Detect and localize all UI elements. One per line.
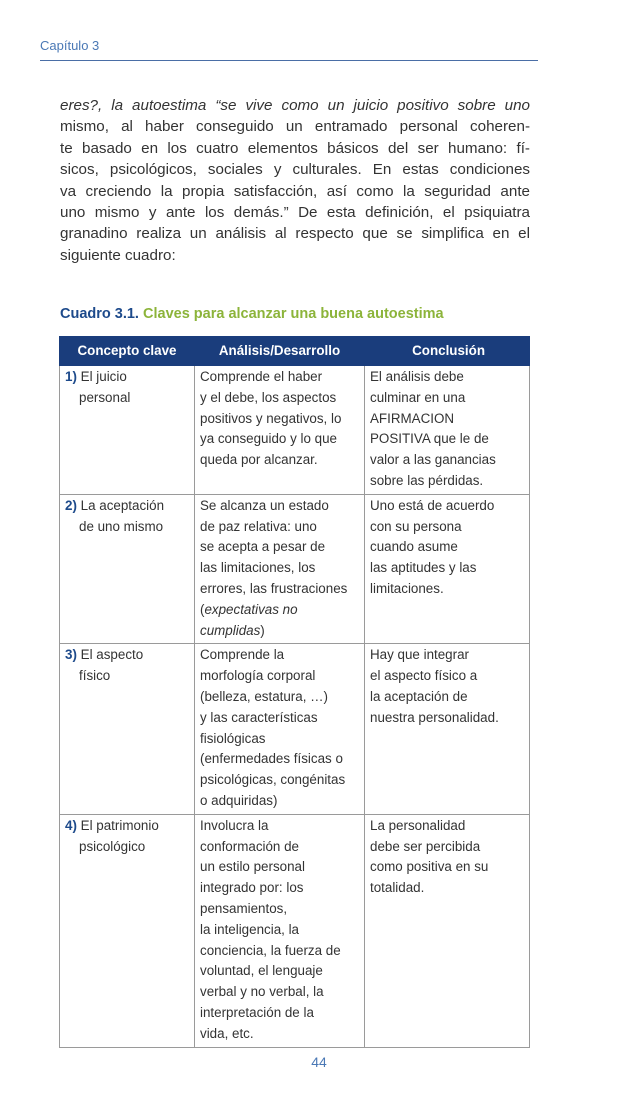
analysis-line: voluntad, el lenguaje (200, 963, 323, 979)
conclusion-line: con su persona (370, 518, 462, 534)
concept-cell (60, 494, 195, 644)
chapter-header: Capítulo 3 (40, 38, 100, 53)
analysis-line: la inteligencia, la (200, 921, 300, 937)
concept-text: psicológico (79, 838, 146, 854)
concept-cell (60, 366, 195, 495)
table-row (60, 494, 530, 644)
conclusion-cell (365, 366, 530, 495)
analysis-line: conciencia, la fuerza de (200, 942, 341, 958)
analysis-line: verbal y no verbal, la (200, 984, 324, 1000)
intro-paragraph (60, 95, 530, 266)
row-number: 3) (65, 647, 77, 663)
conclusion-line: La personalidad (370, 817, 466, 833)
analysis-line: fisiológicas (200, 730, 266, 746)
analysis-line: integrado por: los (200, 880, 304, 896)
analysis-cell (195, 494, 365, 644)
intro-line-3: te basado en los cuatro elementos básicos del ser humano: fí- (60, 139, 530, 157)
row-number: 4) (65, 817, 77, 833)
table-row (60, 366, 530, 495)
conclusion-line: totalidad. (370, 880, 425, 896)
analysis-line: morfología corporal (200, 668, 316, 684)
concept-cell (60, 644, 195, 814)
concept-text: La aceptación (80, 497, 165, 513)
concept-line (65, 388, 190, 409)
analysis-line: (expectativas no (200, 601, 298, 617)
conclusion-cell (365, 494, 530, 644)
analysis-line: psicológicas, congénitas (200, 772, 346, 788)
analysis-line: pensamientos, (200, 900, 288, 916)
analysis-line: Comprende el haber (200, 369, 323, 384)
conclusion-cell (365, 814, 530, 1047)
concept-line (65, 816, 190, 837)
intro-line-2: mismo, al haber conseguido un entramado personal coheren- (60, 118, 530, 136)
analysis-line: (belleza, estatura, …) (200, 688, 329, 704)
concept-text: personal (79, 389, 131, 405)
analysis-cell (195, 366, 365, 495)
intro-line-7: granadino realiza un análisis al respecto que se simplifica en el (60, 225, 530, 243)
analysis-cell (195, 644, 365, 814)
analysis-cell (195, 814, 365, 1047)
analysis-line: Se alcanza un estado (200, 497, 329, 513)
table-body (60, 366, 530, 1048)
concept-cell (60, 814, 195, 1047)
conclusion-line: las aptitudes y las (370, 560, 477, 576)
conclusion-line: limitaciones. (370, 580, 444, 596)
analysis-line: errores, las frustraciones (200, 580, 348, 596)
analysis-line: queda por alcanzar. (200, 452, 318, 468)
analysis-line: interpretación de la (200, 1004, 314, 1020)
concept-line (65, 837, 190, 858)
page-number: 44 (311, 1054, 327, 1070)
analysis-line: las limitaciones, los (200, 560, 316, 576)
concept-line (65, 517, 190, 538)
conclusion-line: culminar en una (370, 389, 466, 405)
conclusion-line: sobre las pérdidas. (370, 472, 484, 488)
intro-line-1: eres?, la autoestima “se vive como un juicio positivo sobre uno (60, 97, 530, 114)
analysis-line: Comprende la (200, 647, 285, 663)
conclusion-line: debe ser percibida (370, 838, 481, 854)
row-number: 1) (65, 369, 77, 384)
analysis-line: y el debe, los aspectos (200, 389, 337, 405)
analysis-line: conformación de (200, 838, 299, 854)
concept-line (65, 645, 190, 666)
analysis-line: (enfermedades físicas o (200, 751, 343, 767)
intro-line-4: sicos, psicológicos, sociales y culturales. En estas condiciones (60, 161, 530, 179)
analysis-line: un estilo personal (200, 859, 305, 875)
concept-line (65, 666, 190, 687)
analysis-line: cumplidas) (200, 622, 265, 638)
table-caption (60, 306, 444, 322)
header-divider (40, 60, 538, 61)
analysis-line: positivos y negativos, lo (200, 410, 342, 426)
intro-line-6: uno mismo y ante los demás.” De esta definición, el psiquiatra (60, 204, 530, 222)
conclusion-line: Uno está de acuerdo (370, 497, 495, 513)
conclusion-line: valor a las ganancias (370, 452, 496, 468)
conclusion-line: la aceptación de (370, 688, 468, 704)
conclusion-line: como positiva en su (370, 859, 489, 875)
conclusion-line: El análisis debe (370, 369, 464, 384)
intro-line (60, 95, 530, 116)
conclusion-line: Hay que integrar (370, 647, 469, 663)
column-header-conclusion: Conclusión (365, 337, 530, 366)
analysis-line: vida, etc. (200, 1025, 254, 1041)
conclusion-line: el aspecto físico a (370, 668, 478, 684)
conclusion-line: POSITIVA que le de (370, 431, 489, 447)
caption-label: Cuadro 3.1. (60, 306, 139, 322)
concept-line (65, 496, 190, 517)
table-row (60, 644, 530, 814)
intro-line-5: va creciendo la propia satisfacción, así como la seguridad ante (60, 182, 530, 200)
concept-text: El patrimonio (80, 817, 159, 833)
keys-table (59, 336, 530, 1048)
analysis-line: Involucra la (200, 817, 269, 833)
analysis-line: de paz relativa: uno (200, 518, 317, 534)
analysis-line: y las características (200, 709, 318, 725)
conclusion-line: nuestra personalidad. (370, 709, 499, 725)
column-header-concept: Concepto clave (60, 337, 195, 366)
analysis-line: se acepta a pesar de (200, 539, 326, 555)
table-row (60, 814, 530, 1047)
concept-text: físico (79, 668, 111, 684)
concept-line (65, 367, 190, 388)
table-header-row (60, 337, 530, 366)
concept-text: El aspecto (80, 647, 144, 663)
analysis-line: o adquiridas) (200, 792, 278, 808)
intro-line-8: siguiente cuadro: (60, 246, 176, 264)
column-header-analysis: Análisis/Desarrollo (195, 337, 365, 366)
concept-text: de uno mismo (79, 518, 164, 534)
caption-title: Claves para alcanzar una buena autoestima (143, 306, 444, 322)
conclusion-line: AFIRMACION (370, 410, 455, 426)
analysis-line: ya conseguido y lo que (200, 431, 337, 447)
concept-text: El juicio (80, 369, 127, 384)
row-number: 2) (65, 497, 77, 513)
conclusion-cell (365, 644, 530, 814)
conclusion-line: cuando asume (370, 539, 458, 555)
